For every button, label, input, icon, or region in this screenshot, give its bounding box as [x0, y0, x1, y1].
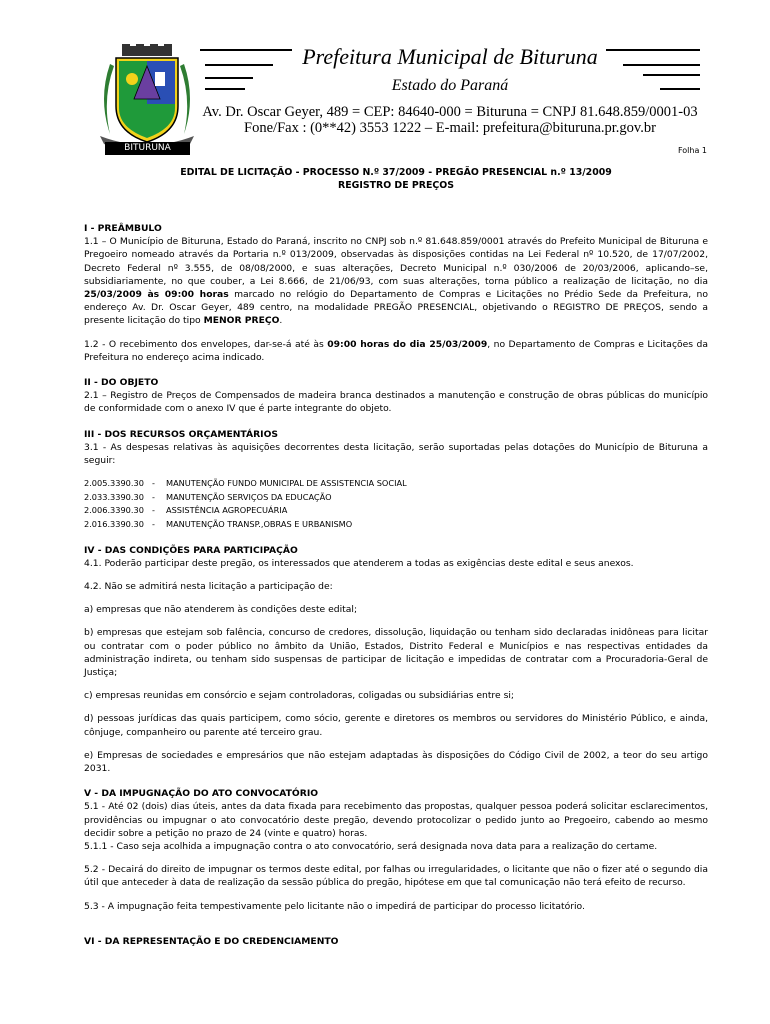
header-rule [205, 64, 273, 66]
paragraph-4-2-d: d) pessoas jurídicas das quais participem, como sócio, gerente e diretores os membros ou servidores do Ministério Público, e ainda, cônjuge, companheiro ou parente até terceiro grau. [84, 713, 708, 738]
paragraph-5-3: 5.3 - A impugnação feita tempestivamente pelo licitante não o impedirá de participar do processo licitatório. [84, 900, 585, 912]
crest-label: BITURUNA [105, 142, 190, 155]
header-rule [623, 64, 700, 66]
budget-allocations-table [84, 477, 407, 531]
page-number: Folha 1 [677, 146, 707, 155]
municipal-crest-icon [92, 44, 202, 156]
paragraph-4-2-b: b) empresas que estejam sob falência, concurso de credores, dissolução, liquidação ou tenham sido declaradas inidôneas para licitar ou contratar com o poder público no âmbito da União, Estados, Distrito Federal e Municípios e nas respectivas entidades da administração indireta, ou tenham sido suspensas de participar de licitação e impedidas de contratar com a Procuradoria-Geral de Justiça; [84, 627, 708, 679]
contact-line: Fone/Fax : (0**42) 3553 1222 – E-mail: prefeitura@bituruna.pr.gov.br [244, 120, 656, 136]
paragraph-1-1: 1.1 – O Município de Bituruna, Estado do Paraná, inscrito no CNPJ sob n.º 81.648.859/0001 através do Prefeito Municipal de Bituruna e Pregoeiro nomeado através da Portaria n.º 013/2009, observadas às disposições contidas na Lei Federal nº 10.520, de 17/07/2002, Decreto Federal nº 3.555, de 08/08/2000, e suas alterações, Decreto Municipal n.º 030/2006 de 20/03/2006, aplicando–se, subsidiariamente, no que couber, a Lei 8.666, de 21/06/93, com suas alterações, torna público a realização de licitação, no dia 25/03/2009 às 09:00 horas marcado no relógio do Departamento de Compras e Licitações no Prédio Sede da Prefeitura, no endereço Av. Dr. Oscar Geyer, 489 centro, na modalidade PREGÃO PRESENCIAL, objetivando o REGISTRO DE PREÇOS, sendo a presente licitação do tipo MENOR PREÇO. [84, 236, 708, 327]
document-title: EDITAL DE LICITAÇÃO - PROCESSO N.º 37/2009 - PREGÃO PRESENCIAL n.º 13/2009 [180, 167, 612, 178]
section-heading-preambulo: I - PREÂMBULO [84, 223, 162, 234]
section-heading-recursos: III - DOS RECURSOS ORÇAMENTÁRIOS [84, 428, 279, 440]
document-subtitle: REGISTRO DE PREÇOS [338, 180, 454, 191]
header-rule [205, 88, 245, 90]
paragraph-5-2: 5.2 - Decairá do direito de impugnar os termos deste edital, por falhas ou irregularidades, o licitante que não o fizer até o segundo dia útil que anteceder à data de realização da sessão pública do pregão, hipótese em que tal comunicação não terá efeito de recurso. [84, 864, 708, 889]
paragraph-2-1: 2.1 – Registro de Preços de Compensados de madeira branca destinados a manutenção e construção de obras públicas do município de conformidade com o anexo IV que é parte integrante do objeto. [84, 390, 708, 415]
paragraph-4-2: 4.2. Não se admitirá nesta licitação a participação de: [84, 581, 333, 593]
page-title: Prefeitura Municipal de Bituruna [302, 44, 598, 69]
document-body [84, 166, 708, 948]
letterhead [0, 0, 770, 165]
table-row: 2.016.3390.30 - MANUTENÇÃO TRANSP.,OBRAS E URBANISMO [84, 519, 353, 530]
address-line: Av. Dr. Oscar Geyer, 489 = CEP: 84640-000 = Bituruna = CNPJ 81.648.859/0001-03 [202, 104, 698, 120]
header-rule [643, 74, 700, 76]
paragraph-4-2-a: a) empresas que não atenderem às condições deste edital; [84, 604, 358, 616]
section-heading-condicoes: IV - DAS CONDIÇÕES PARA PARTICIPAÇÃO [84, 544, 298, 556]
header-rule [205, 77, 253, 79]
section-heading-objeto: II - DO OBJETO [84, 377, 159, 389]
paragraph-1-2: 1.2 - O recebimento dos envelopes, dar-se-á até às 09:00 horas do dia 25/03/2009, no Departamento de Compras e Licitações da Prefeitura no endereço acima indicado. [84, 338, 708, 363]
section-heading-impugnacao: V - DA IMPUGNAÇÃO DO ATO CONVOCATÓRIO [84, 788, 319, 800]
header-rule [606, 49, 700, 51]
paragraph-5-1-1: 5.1.1 - Caso seja acolhida a impugnação contra o ato convocatório, será designada nova data para a realização do certame. [84, 841, 658, 853]
paragraph-4-2-e: e) Empresas de sociedades e empresários que não estejam adaptadas às disposições do Código Civil de 2002, a teor do seu artigo 2031. [84, 749, 708, 775]
table-row: 2.005.3390.30 - MANUTENÇÃO FUNDO MUNICIPAL DE ASSISTENCIA SOCIAL [84, 478, 407, 489]
table-row: 2.033.3390.30 - MANUTENÇÃO SERVIÇOS DA EDUCAÇÃO [84, 491, 332, 502]
header-rule [660, 88, 700, 90]
header-rule [200, 49, 292, 51]
paragraph-5-1: 5.1 - Até 02 (dois) dias úteis, antes da data fixada para recebimento das propostas, qualquer pessoa poderá solicitar esclarecimentos, providências ou impugnar o ato convocatório deste pregão, devendo protocolizar o pedido junto ao Pregoeiro, cabendo ao mesmo decidir sobre a petição no prazo de 24 (vinte e quatro) horas. [84, 801, 708, 839]
paragraph-3-1: 3.1 - As despesas relativas às aquisições decorrentes desta licitação, serão suportadas pelas dotações do Município de Bituruna a seguir: [84, 441, 708, 467]
section-heading-representacao: VI - DA REPRESENTAÇÃO E DO CREDENCIAMENTO [84, 935, 339, 947]
table-row: 2.006.3390.30 - ASSISTÊNCIA AGROPECUÁRIA [84, 505, 288, 516]
page-subtitle: Estado do Paraná [391, 77, 509, 94]
paragraph-4-2-c: c) empresas reunidas em consórcio e sejam controladoras, coligadas ou subsidiárias entre si; [84, 690, 515, 702]
paragraph-4-1: 4.1. Poderão participar deste pregão, os interessados que atenderem a todas as exigências deste edital e seus anexos. [84, 557, 634, 569]
